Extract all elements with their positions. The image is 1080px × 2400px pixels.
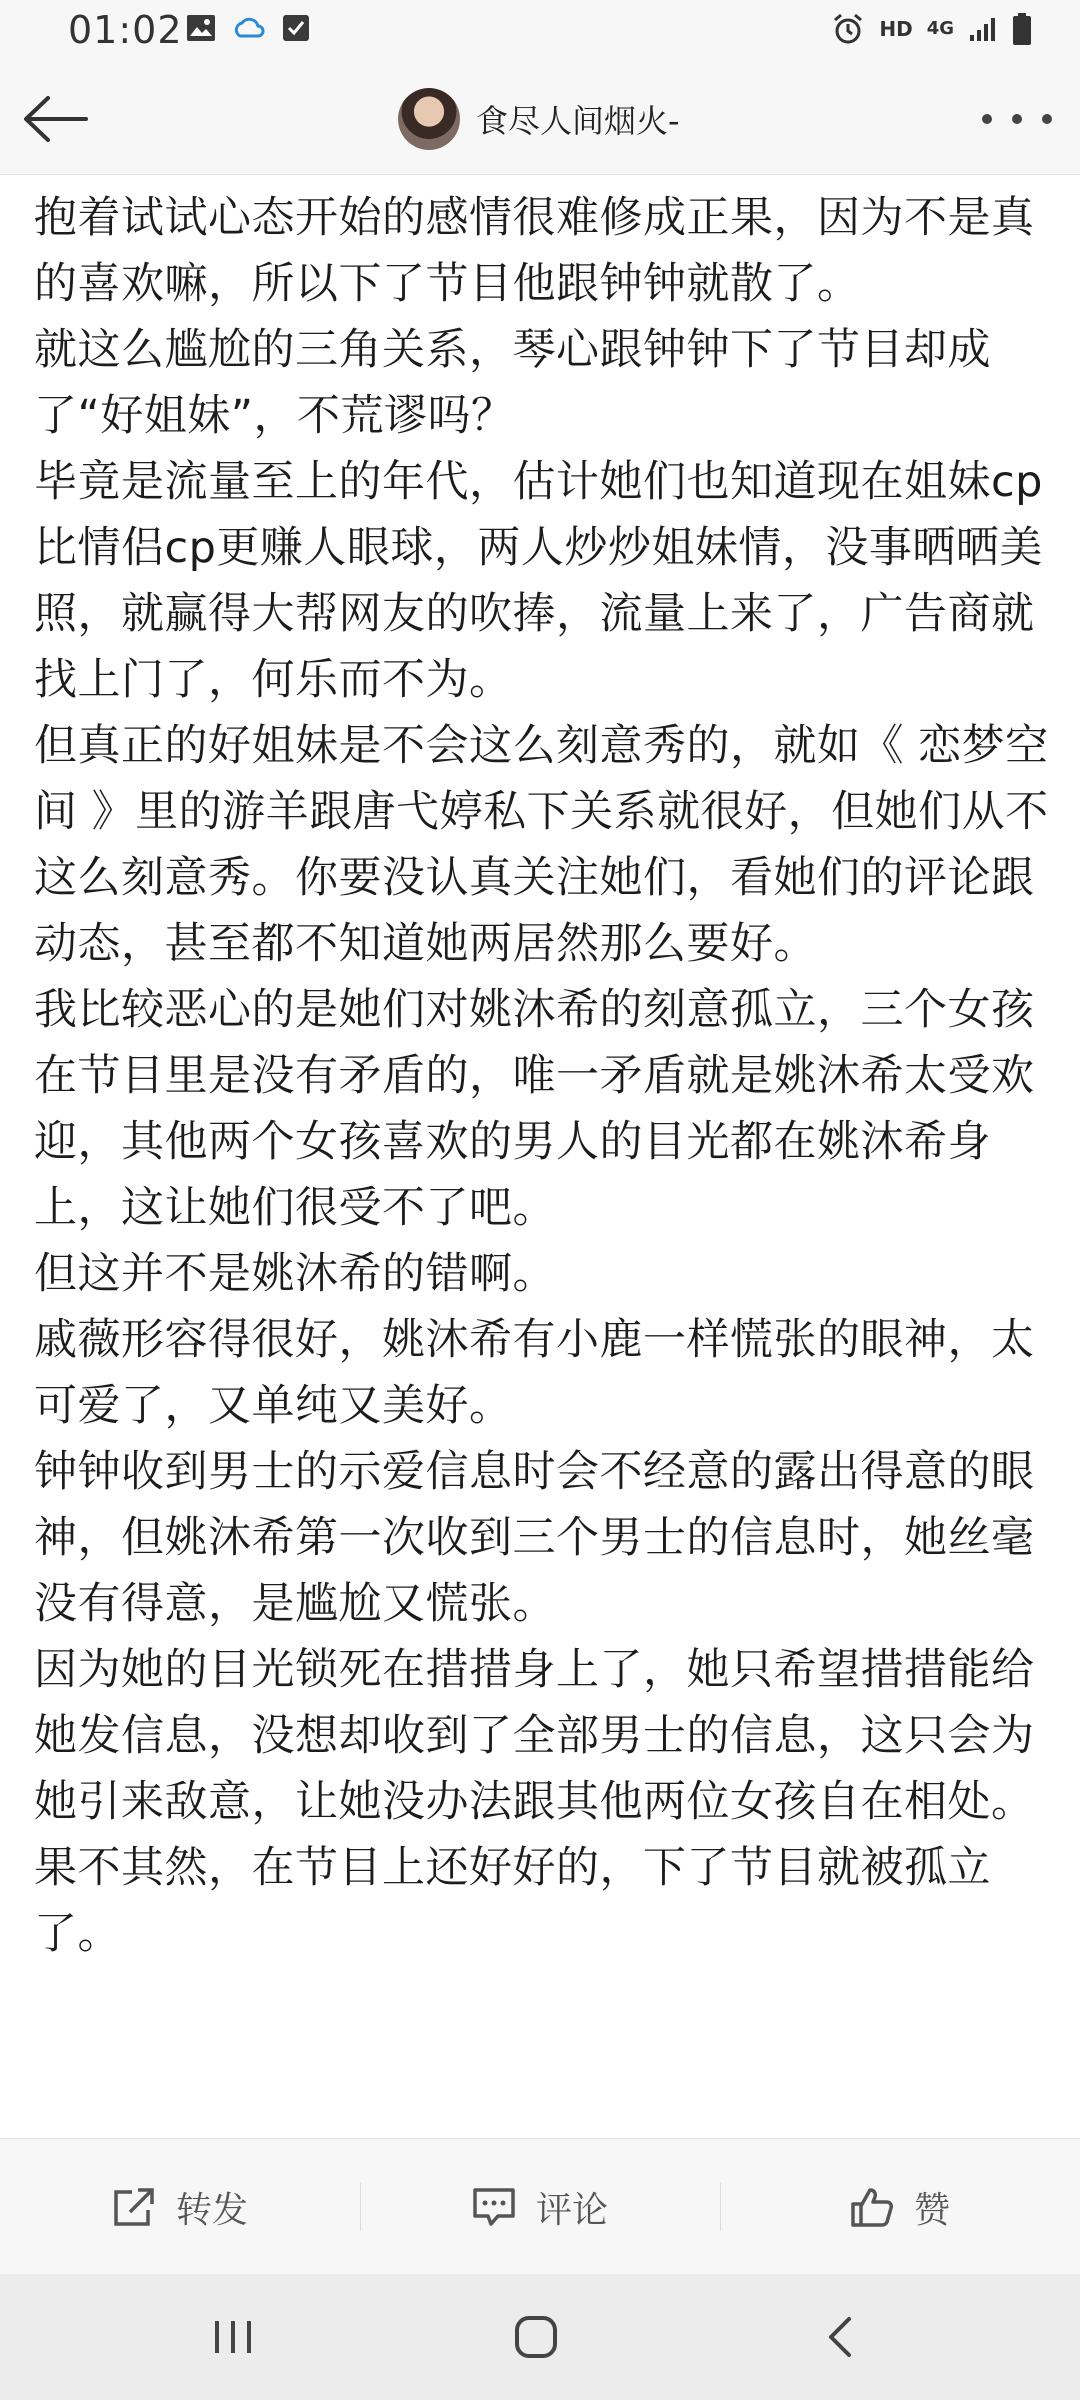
status-bar xyxy=(0,0,1080,64)
post-content[interactable] xyxy=(0,175,1080,2138)
more-dot xyxy=(1012,114,1022,124)
paragraph: 就这么尴尬的三角关系，琴心跟钟钟下了节目却成了“好姐妹”，不荒谬吗？ xyxy=(34,325,991,441)
paragraph: 抱着试试心态开始的感情很难修成正果，因为不是真的喜欢嘛，所以下了节目他跟钟钟就散了。 xyxy=(34,193,1035,309)
battery-icon xyxy=(1012,12,1032,46)
check-box-icon xyxy=(282,14,310,42)
home-button[interactable] xyxy=(496,2302,576,2372)
system-nav-bar xyxy=(0,2274,1080,2400)
like-button[interactable] xyxy=(720,2139,1080,2275)
recent-apps-button[interactable] xyxy=(193,2302,273,2372)
hd-icon: HD xyxy=(879,17,913,41)
comment-label: 评论 xyxy=(535,2189,608,2231)
4g-icon: 4G xyxy=(926,18,954,39)
more-dot xyxy=(1042,114,1052,124)
share-icon xyxy=(112,2186,156,2228)
paragraph: 但这并不是姚沐希的错啊。 xyxy=(34,1249,556,1299)
back-button[interactable] xyxy=(20,86,90,152)
comment-icon xyxy=(472,2186,516,2228)
notification-icons xyxy=(186,14,310,42)
back-icon xyxy=(825,2315,855,2359)
paragraph: 毕竟是流量至上的年代，估计她们也知道现在姐妹cp比情侣cp更赚人眼球，两人炒炒姐妹情，没事晒晒美照，就赢得大帮网友的吹捧，流量上来了，广告商就找上门了，何乐而不为。 xyxy=(34,457,1043,705)
paragraph: 果不其然，在节目上还好好的，下了节目就被孤立了。 xyxy=(34,1843,991,1959)
paragraph: 我比较恶心的是她们对姚沐希的刻意孤立，三个女孩在节目里是没有矛盾的，唯一矛盾就是姚沐希太受欢迎，其他两个女孩喜欢的男人的目光都在姚沐希身上，这让她们很受不了吧。 xyxy=(34,985,1035,1233)
paragraph: 钟钟收到男士的示爱信息时会不经意的露出得意的眼神，但姚沐希第一次收到三个男士的信息时，她丝毫没有得意，是尴尬又慌张。 xyxy=(34,1447,1035,1629)
more-dots-icon xyxy=(982,114,992,124)
paragraph: 但真正的好姐妹是不会这么刻意秀的，就如《 恋梦空间 》里的游羊跟唐弋婷私下关系就很好，但她们从不这么刻意秀。你要没认真关注她们，看她们的评论跟动态，甚至都不知道她两居然那么要好。 xyxy=(34,721,1049,969)
recent-apps-icon xyxy=(211,2317,255,2357)
home-icon xyxy=(512,2313,560,2361)
comment-button[interactable] xyxy=(360,2139,720,2275)
action-bar xyxy=(0,2138,1080,2275)
post-header xyxy=(0,64,1080,175)
arrow-left-icon xyxy=(22,94,88,144)
status-time: 01:02 xyxy=(68,8,183,52)
weather-icon xyxy=(232,14,266,42)
repost-label: 转发 xyxy=(175,2189,248,2231)
signal-icon xyxy=(968,15,998,43)
paragraph: 因为她的目光锁死在措措身上了，她只希望措措能给她发信息，没想却收到了全部男士的信息，这只会为她引来敌意，让她没办法跟其他两位女孩自在相处。 xyxy=(34,1645,1035,1827)
nav-back-button[interactable] xyxy=(800,2302,880,2372)
author-info[interactable] xyxy=(398,88,680,150)
system-status-icons xyxy=(831,12,1032,46)
like-label: 赞 xyxy=(913,2189,950,2231)
paragraph: 戚薇形容得很好，姚沐希有小鹿一样慌张的眼神，太可爱了，又单纯又美好。 xyxy=(34,1315,1035,1431)
avatar[interactable] xyxy=(398,88,460,150)
author-name[interactable]: 食尽人间烟火- xyxy=(476,102,680,140)
repost-button[interactable] xyxy=(0,2139,360,2275)
more-button[interactable] xyxy=(982,92,1052,146)
thumbs-up-icon xyxy=(850,2186,894,2228)
alarm-icon xyxy=(831,12,865,46)
image-icon xyxy=(186,14,216,42)
article-body xyxy=(0,175,1080,1967)
